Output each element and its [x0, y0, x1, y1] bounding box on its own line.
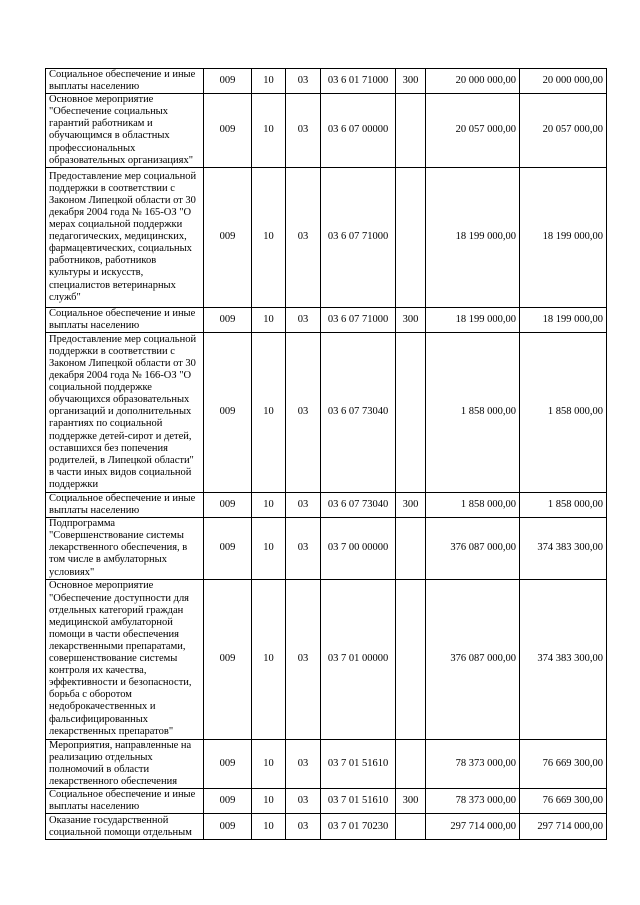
target-article-cell: 03 6 07 71000: [321, 167, 396, 307]
section-code-cell: 10: [252, 739, 286, 788]
expense-type-cell: [396, 579, 426, 739]
table-row: [46, 739, 607, 788]
table-row: [46, 492, 607, 517]
amount-cell-year1: 18 199 000,00: [426, 307, 520, 332]
ministry-code-cell: 009: [204, 814, 252, 840]
subsection-code-cell: 03: [286, 94, 321, 168]
ministry-code-cell: 009: [204, 492, 252, 517]
table-row: [46, 69, 607, 94]
ministry-code-cell: 009: [204, 94, 252, 168]
section-code-cell: 10: [252, 69, 286, 94]
subsection-code-cell: 03: [286, 814, 321, 840]
amount-cell-year2: 1 858 000,00: [520, 332, 607, 492]
budget-table: [45, 68, 607, 840]
target-article-cell: 03 7 01 51610: [321, 739, 396, 788]
table-row: [46, 94, 607, 168]
table-row: [46, 332, 607, 492]
section-code-cell: 10: [252, 332, 286, 492]
amount-cell-year1: 376 087 000,00: [426, 579, 520, 739]
expense-type-cell: [396, 332, 426, 492]
ministry-code-cell: 009: [204, 788, 252, 813]
amount-cell-year1: 297 714 000,00: [426, 814, 520, 840]
section-code-cell: 10: [252, 814, 286, 840]
item-name-cell: Оказание государственной социальной помощи отдельным: [46, 814, 204, 840]
expense-type-cell: [396, 518, 426, 579]
section-code-cell: 10: [252, 579, 286, 739]
amount-cell-year1: 20 057 000,00: [426, 94, 520, 168]
expense-type-cell: [396, 814, 426, 840]
ministry-code-cell: 009: [204, 69, 252, 94]
section-code-cell: 10: [252, 167, 286, 307]
amount-cell-year1: 1 858 000,00: [426, 332, 520, 492]
target-article-cell: 03 6 07 71000: [321, 307, 396, 332]
table-row: [46, 307, 607, 332]
expense-type-cell: 300: [396, 492, 426, 517]
subsection-code-cell: 03: [286, 579, 321, 739]
item-name-cell: Подпрограмма "Совершенствование системы лекарственного обеспечения, в том числе в амбулаторных условиях": [46, 518, 204, 579]
item-name-cell: Мероприятия, направленные на реализацию отдельных полномочий в области лекарственного обеспечения: [46, 739, 204, 788]
section-code-cell: 10: [252, 788, 286, 813]
section-code-cell: 10: [252, 307, 286, 332]
target-article-cell: 03 6 07 00000: [321, 94, 396, 168]
expense-type-cell: [396, 94, 426, 168]
expense-type-cell: 300: [396, 307, 426, 332]
amount-cell-year2: 18 199 000,00: [520, 167, 607, 307]
table-row: [46, 788, 607, 813]
amount-cell-year2: 18 199 000,00: [520, 307, 607, 332]
subsection-code-cell: 03: [286, 307, 321, 332]
subsection-code-cell: 03: [286, 739, 321, 788]
subsection-code-cell: 03: [286, 788, 321, 813]
ministry-code-cell: 009: [204, 518, 252, 579]
item-name-cell: Основное мероприятие "Обеспечение доступности для отдельных категорий граждан медицинской амбулаторной помощи в части обеспечения лекарственными препаратами, совершенствование системы контроля их качества, эффективности и безопасности, борьба с оборотом недоброкачественных и фальсифицированных лекарственных препаратов": [46, 579, 204, 739]
amount-cell-year2: 374 383 300,00: [520, 579, 607, 739]
budget-sheet: [45, 68, 606, 840]
table-row: [46, 518, 607, 579]
subsection-code-cell: 03: [286, 492, 321, 517]
amount-cell-year1: 78 373 000,00: [426, 788, 520, 813]
expense-type-cell: 300: [396, 69, 426, 94]
ministry-code-cell: 009: [204, 332, 252, 492]
amount-cell-year2: 76 669 300,00: [520, 788, 607, 813]
item-name-cell: Предоставление мер социальной поддержки в соответствии с Законом Липецкой области от 30 декабря 2004 года № 166-ОЗ "О социальной поддержке обучающихся образовательных организаций и дополнительных гарантиях по социальной поддержке детей-сирот и детей, оставшихся без попечения родителей, в Липецкой области" в части иных видов социальной поддержки: [46, 332, 204, 492]
section-code-cell: 10: [252, 94, 286, 168]
ministry-code-cell: 009: [204, 167, 252, 307]
table-row: [46, 814, 607, 840]
target-article-cell: 03 6 07 73040: [321, 332, 396, 492]
subsection-code-cell: 03: [286, 518, 321, 579]
target-article-cell: 03 7 00 00000: [321, 518, 396, 579]
section-code-cell: 10: [252, 492, 286, 517]
amount-cell-year1: 1 858 000,00: [426, 492, 520, 517]
target-article-cell: 03 7 01 51610: [321, 788, 396, 813]
target-article-cell: 03 6 07 73040: [321, 492, 396, 517]
item-name-cell: Социальное обеспечение и иные выплаты населению: [46, 69, 204, 94]
expense-type-cell: [396, 167, 426, 307]
target-article-cell: 03 7 01 00000: [321, 579, 396, 739]
table-row: [46, 167, 607, 307]
amount-cell-year2: 1 858 000,00: [520, 492, 607, 517]
target-article-cell: 03 7 01 70230: [321, 814, 396, 840]
expense-type-cell: [396, 739, 426, 788]
amount-cell-year1: 78 373 000,00: [426, 739, 520, 788]
amount-cell-year1: 18 199 000,00: [426, 167, 520, 307]
target-article-cell: 03 6 01 71000: [321, 69, 396, 94]
amount-cell-year2: 20 000 000,00: [520, 69, 607, 94]
item-name-cell: Предоставление мер социальной поддержки в соответствии с Законом Липецкой области от 30 декабря 2004 года № 165-ОЗ "О мерах социальной поддержки педагогических, медицинских, фармацевтических, социальных работников, работников культуры и искусств, специалистов ветеринарных служб": [46, 167, 204, 307]
amount-cell-year2: 76 669 300,00: [520, 739, 607, 788]
subsection-code-cell: 03: [286, 69, 321, 94]
item-name-cell: Социальное обеспечение и иные выплаты населению: [46, 307, 204, 332]
ministry-code-cell: 009: [204, 307, 252, 332]
amount-cell-year2: 20 057 000,00: [520, 94, 607, 168]
ministry-code-cell: 009: [204, 739, 252, 788]
table-body: [46, 69, 607, 840]
item-name-cell: Социальное обеспечение и иные выплаты населению: [46, 788, 204, 813]
amount-cell-year1: 20 000 000,00: [426, 69, 520, 94]
item-name-cell: Основное мероприятие "Обеспечение социальных гарантий работникам и обучающимся в областных профессиональных образовательных организациях": [46, 94, 204, 168]
section-code-cell: 10: [252, 518, 286, 579]
amount-cell-year1: 376 087 000,00: [426, 518, 520, 579]
subsection-code-cell: 03: [286, 167, 321, 307]
subsection-code-cell: 03: [286, 332, 321, 492]
amount-cell-year2: 374 383 300,00: [520, 518, 607, 579]
item-name-cell: Социальное обеспечение и иные выплаты населению: [46, 492, 204, 517]
table-row: [46, 579, 607, 739]
expense-type-cell: 300: [396, 788, 426, 813]
ministry-code-cell: 009: [204, 579, 252, 739]
amount-cell-year2: 297 714 000,00: [520, 814, 607, 840]
